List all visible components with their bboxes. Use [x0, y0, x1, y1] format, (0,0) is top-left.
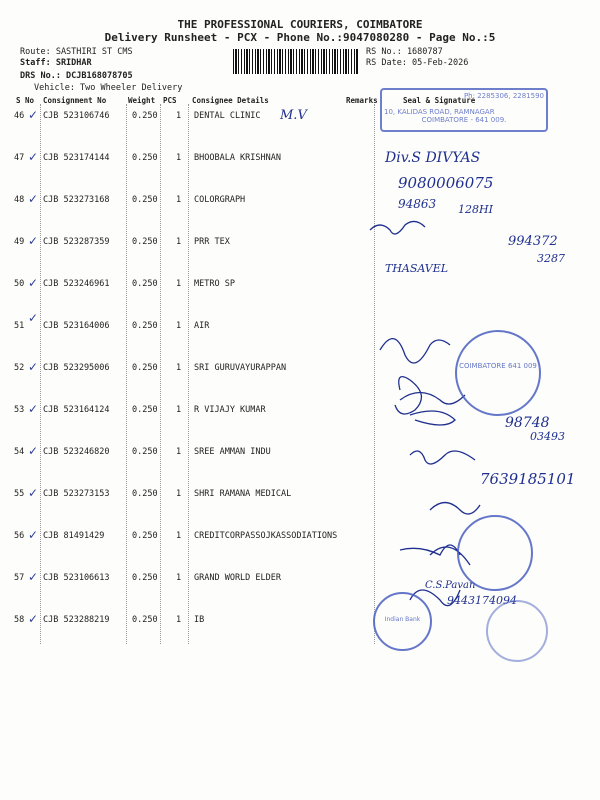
document-subtitle: Delivery Runsheet - PCX - Phone No.:9047080280 - Page No.:5 — [104, 31, 496, 44]
handwritten-note: Div.S DIVYAS — [385, 150, 481, 166]
row-consignment: CJB 523164006 — [43, 321, 110, 331]
round-stamp — [486, 600, 548, 662]
col-header-seal: Seal & Signature — [403, 96, 476, 105]
row-weight: 0.250 — [132, 321, 158, 331]
row-weight: 0.250 — [132, 195, 158, 205]
stamp-text: COIMBATORE 641 009 — [459, 362, 537, 370]
round-stamp — [457, 515, 533, 591]
row-consignment: CJB 523287359 — [43, 237, 110, 247]
check-mark-icon: ✓ — [28, 612, 39, 626]
row-sno: 46 — [14, 111, 25, 121]
signature-scribble — [410, 451, 475, 464]
row-consignee: BHOOBALA KRISHNAN — [194, 153, 281, 163]
check-mark-icon: ✓ — [28, 276, 39, 290]
check-mark-icon: ✓ — [28, 528, 39, 542]
row-pcs: 1 — [176, 237, 182, 247]
row-sno: 49 — [14, 237, 25, 247]
round-stamp — [373, 592, 432, 651]
col-header-consignment: Consignment No — [43, 96, 107, 105]
signature-scribble — [400, 393, 465, 405]
row-consignee: COLORGRAPH — [194, 195, 246, 205]
col-header-sno: S No — [16, 96, 35, 105]
row-consignee: GRAND WORLD ELDER — [194, 573, 281, 583]
drs-number: DRS No.: DCJB168078705 — [20, 71, 133, 81]
row-weight: 0.250 — [132, 615, 158, 625]
row-consignee: R VIJAJY KUMAR — [194, 405, 266, 415]
row-pcs: 1 — [176, 153, 182, 163]
handwritten-note: 98748 — [505, 415, 550, 431]
row-sno: 55 — [14, 489, 25, 499]
row-pcs: 1 — [176, 111, 182, 121]
document-title: THE PROFESSIONAL COURIERS, COIMBATORE — [177, 18, 423, 31]
signature-scribble — [430, 503, 480, 515]
row-consignment: CJB 523246820 — [43, 447, 110, 457]
row-weight: 0.250 — [132, 573, 158, 583]
row-sno: 47 — [14, 153, 25, 163]
row-pcs: 1 — [176, 363, 182, 373]
stamp-text: COIMBATORE - 641 009. — [421, 116, 507, 124]
row-pcs: 1 — [176, 405, 182, 415]
check-mark-icon: ✓ — [28, 311, 39, 325]
row-consignment: CJB 81491429 — [43, 531, 105, 541]
barcode-image — [233, 49, 358, 74]
handwritten-note: 9443174094 — [447, 594, 517, 607]
handwritten-note: 994372 — [508, 234, 558, 249]
row-weight: 0.250 — [132, 363, 158, 373]
row-weight: 0.250 — [132, 111, 158, 121]
handwritten-note: 9080006075 — [398, 174, 494, 192]
row-sno: 53 — [14, 405, 25, 415]
stamp-text: 10, KALIDAS ROAD, RAMNAGAR — [384, 108, 495, 116]
row-consignee: SRI GURUVAYURAPPAN — [194, 363, 287, 373]
handwritten-note: 03493 — [530, 430, 565, 443]
handwritten-note: 128HI — [458, 203, 493, 216]
row-consignee: METRO SP — [194, 279, 235, 289]
row-pcs: 1 — [176, 615, 182, 625]
row-pcs: 1 — [176, 321, 182, 331]
row-consignee: CREDITCORPASSOJKASSODIATIONS — [194, 531, 338, 541]
check-mark-icon: ✓ — [28, 486, 39, 500]
row-consignment: CJB 523273153 — [43, 489, 110, 499]
row-consignment: CJB 523106746 — [43, 111, 110, 121]
stamp-text: Indian Bank — [384, 616, 421, 623]
check-mark-icon: ✓ — [28, 108, 39, 122]
check-mark-icon: ✓ — [28, 444, 39, 458]
signature-scribble — [410, 411, 455, 425]
rs-date: RS Date: 05-Feb-2026 — [366, 58, 469, 68]
handwritten-note: 7639185101 — [480, 470, 576, 488]
row-sno: 57 — [14, 573, 25, 583]
row-sno: 56 — [14, 531, 25, 541]
handwritten-note: THASAVEL — [385, 262, 449, 275]
row-consignee: SREE AMMAN INDU — [194, 447, 271, 457]
row-consignee: DENTAL CLINIC — [194, 111, 261, 121]
row-consignment: CJB 523288219 — [43, 615, 110, 625]
vehicle-text: Vehicle: Two Wheeler Delivery — [34, 83, 183, 93]
signature-scribble — [370, 221, 425, 234]
row-pcs: 1 — [176, 489, 182, 499]
row-sno: 52 — [14, 363, 25, 373]
col-header-pcs: PCS — [163, 96, 177, 105]
row-consignee: PRR TEX — [194, 237, 230, 247]
row-weight: 0.250 — [132, 405, 158, 415]
check-mark-icon: ✓ — [28, 570, 39, 584]
row-weight: 0.250 — [132, 279, 158, 289]
row-sno: 51 — [14, 321, 25, 331]
row-weight: 0.250 — [132, 447, 158, 457]
rubber-stamp — [380, 88, 548, 132]
row-sno: 54 — [14, 447, 25, 457]
row-consignment: CJB 523174144 — [43, 153, 110, 163]
row-weight: 0.250 — [132, 531, 158, 541]
row-sno: 58 — [14, 615, 25, 625]
check-mark-icon: ✓ — [28, 150, 39, 164]
signature-scribble — [400, 545, 460, 555]
handwritten-note: 3287 — [537, 252, 565, 265]
row-consignment: CJB 523295006 — [43, 363, 110, 373]
row-consignment: CJB 523164124 — [43, 405, 110, 415]
row-pcs: 1 — [176, 447, 182, 457]
row-pcs: 1 — [176, 573, 182, 583]
signature-scribble — [380, 339, 450, 363]
col-header-remarks: Remarks — [346, 96, 378, 105]
row-weight: 0.250 — [132, 489, 158, 499]
stamp-text: Ph: 2285306, 2281590 — [463, 92, 544, 100]
check-mark-icon: ✓ — [28, 360, 39, 374]
row-consignee: SHRI RAMANA MEDICAL — [194, 489, 292, 499]
row-pcs: 1 — [176, 279, 182, 289]
staff-text: Staff: SRIDHAR — [20, 58, 92, 68]
handwritten-note: 94863 — [398, 197, 437, 211]
route-text: Route: SASTHIRI ST CMS — [20, 47, 133, 57]
row-pcs: 1 — [176, 195, 182, 205]
rs-number: RS No.: 1680787 — [366, 47, 443, 57]
row-consignment: CJB 523246961 — [43, 279, 110, 289]
row-pcs: 1 — [176, 531, 182, 541]
row-sno: 50 — [14, 279, 25, 289]
round-stamp — [455, 330, 541, 416]
row-consignment: CJB 523106613 — [43, 573, 110, 583]
row-consignee: IB — [194, 615, 205, 625]
check-mark-icon: ✓ — [28, 192, 39, 206]
row-sno: 48 — [14, 195, 25, 205]
col-header-weight: Weight — [128, 96, 156, 105]
row-weight: 0.250 — [132, 237, 158, 247]
handwritten-note: M.V — [280, 108, 307, 123]
row-consignment: CJB 523273168 — [43, 195, 110, 205]
col-header-consignee: Consignee Details — [192, 96, 269, 105]
row-consignee: AIR — [194, 321, 210, 331]
handwritten-note: C.S.Pavan — [425, 580, 476, 591]
check-mark-icon: ✓ — [28, 234, 39, 248]
check-mark-icon: ✓ — [28, 402, 39, 416]
row-weight: 0.250 — [132, 153, 158, 163]
